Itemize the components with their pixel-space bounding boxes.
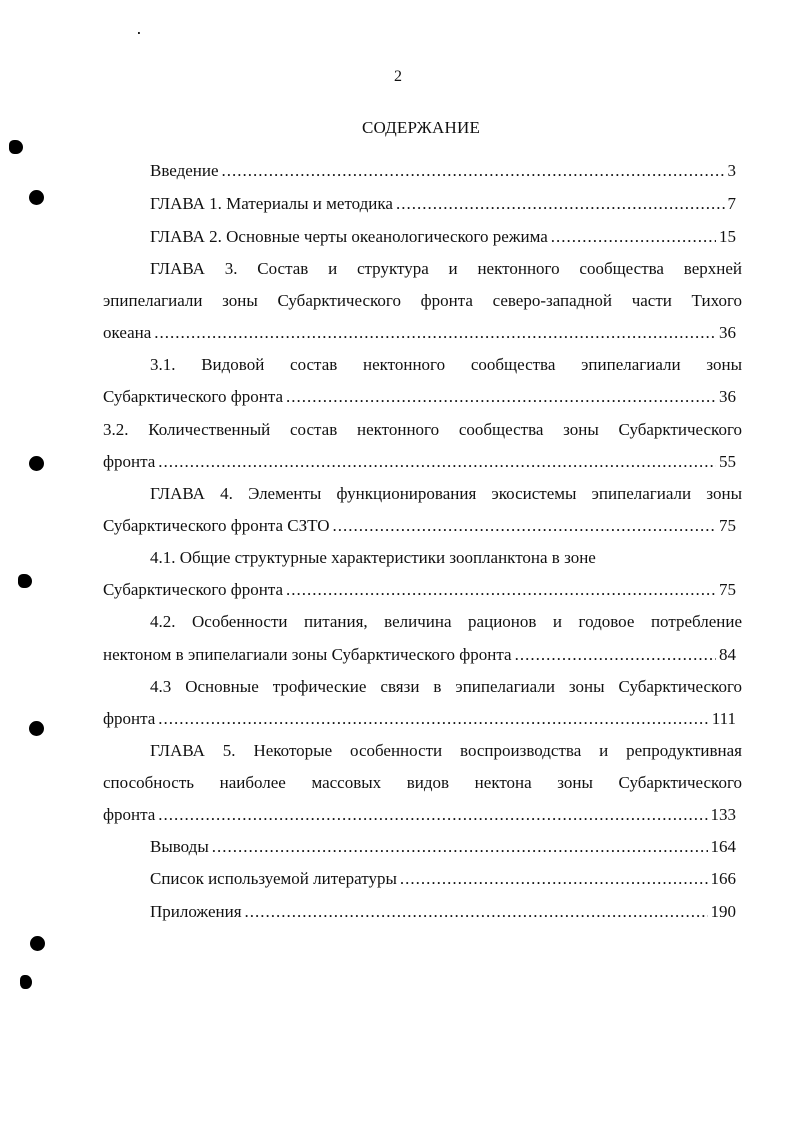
toc-entry-text: Субарктического фронта xyxy=(103,580,284,599)
toc-entry-chapter-3-line-2: эпипелагиали зоны Субарктического фронта северо-западной части Тихого xyxy=(103,291,742,310)
toc-entry-text: Субарктического фронта xyxy=(103,387,284,406)
scan-speck xyxy=(18,574,32,588)
toc-entry-text: фронта xyxy=(103,709,156,728)
toc-page-number: 7 xyxy=(727,194,736,213)
toc-entry-conclusions xyxy=(150,837,736,857)
scan-speck xyxy=(9,140,23,154)
toc-entry-text: океана xyxy=(103,323,152,342)
toc-entry-text: Список используемой литературы xyxy=(150,869,397,888)
toc-entry-references xyxy=(150,869,736,889)
toc-entry-4-3-line-1: 4.3 Основные трофические связи в эпипелагиали зоны Субарктического xyxy=(150,677,742,696)
binder-hole xyxy=(29,456,44,471)
toc-entry-4-1-last xyxy=(103,580,736,600)
toc-page-number: 190 xyxy=(710,902,736,921)
dot-leader xyxy=(158,805,707,825)
dot-leader xyxy=(515,645,716,665)
toc-entry-3-2-line-1: 3.2. Количественный состав нектонного сообщества зоны Субарктического xyxy=(103,420,742,439)
toc-entry-chapter-5-line-2: способность наиболее массовых видов нектона зоны Субарктического xyxy=(103,773,742,792)
toc-entry-appendices xyxy=(150,902,736,922)
toc-entry-text: Приложения xyxy=(150,902,242,921)
dot-leader xyxy=(286,387,716,407)
dot-leader xyxy=(222,161,725,181)
dot-leader xyxy=(333,516,716,536)
toc-page-number: 36 xyxy=(719,323,736,342)
dot-leader xyxy=(396,194,725,214)
toc-entry-text: фронта xyxy=(103,805,156,824)
toc-entry-text: ГЛАВА 2. Основные черты океанологического режима xyxy=(150,227,548,246)
toc-entry-4-2-line-1: 4.2. Особенности питания, величина рационов и годовое потребление xyxy=(150,612,742,631)
toc-entry-text: фронта xyxy=(103,452,156,471)
toc-entry-3-1-line-1: 3.1. Видовой состав нектонного сообщества эпипелагиали зоны xyxy=(150,355,742,374)
dot-leader xyxy=(158,452,716,472)
toc-entry-chapter-4-last xyxy=(103,516,736,536)
toc-entry-text: нектоном в эпипелагиали зоны Субарктического фронта xyxy=(103,645,512,664)
dot-leader xyxy=(245,902,708,922)
toc-page-number: 55 xyxy=(719,452,736,471)
toc-entry-chapter-2 xyxy=(150,227,736,247)
toc-entry-chapter-3-line-1: ГЛАВА 3. Состав и структура и нектонного сообщества верхней xyxy=(150,259,742,278)
toc-page-number: 75 xyxy=(719,516,736,535)
toc-entry-text: Субарктического фронта СЗТО xyxy=(103,516,330,535)
binder-hole xyxy=(30,936,45,951)
binder-hole xyxy=(29,190,44,205)
toc-entry-text: ГЛАВА 1. Материалы и методика xyxy=(150,194,393,213)
toc-entry-text: Выводы xyxy=(150,837,209,856)
toc-entry-chapter-4-line-1: ГЛАВА 4. Элементы функционирования экосистемы эпипелагиали зоны xyxy=(150,484,742,503)
toc-page-number: 36 xyxy=(719,387,736,406)
toc-page-number: 15 xyxy=(719,227,736,246)
dot-leader xyxy=(400,869,708,889)
toc-page-number: 133 xyxy=(710,805,736,824)
toc-entry-text: Введение xyxy=(150,161,219,180)
scan-dot xyxy=(138,32,140,34)
toc-entry-3-1-last xyxy=(103,387,736,407)
toc-entry-chapter-5-line-1: ГЛАВА 5. Некоторые особенности воспроизводства и репродуктивная xyxy=(150,741,742,760)
toc-entry-4-1-line-1: 4.1. Общие структурные характеристики зоопланктона в зоне xyxy=(150,548,596,567)
toc-page-number: 166 xyxy=(710,869,736,888)
dot-leader xyxy=(158,709,708,729)
binder-hole xyxy=(29,721,44,736)
toc-entry-chapter-5-last xyxy=(103,805,736,825)
page-title: СОДЕРЖАНИЕ xyxy=(361,118,481,137)
dot-leader xyxy=(286,580,716,600)
toc-entry-intro xyxy=(150,161,736,181)
page-number: 2 xyxy=(394,68,402,85)
toc-entry-4-2-last xyxy=(103,645,736,665)
toc-page-number: 111 xyxy=(711,709,736,728)
dot-leader xyxy=(212,837,708,857)
toc-entry-3-2-last xyxy=(103,452,736,472)
toc-page-number: 84 xyxy=(719,645,736,664)
toc-entry-chapter-1 xyxy=(150,194,736,214)
toc-page-number: 164 xyxy=(710,837,736,856)
dot-leader xyxy=(154,323,716,343)
toc-entry-4-3-last xyxy=(103,709,736,729)
toc-page-number: 75 xyxy=(719,580,736,599)
dot-leader xyxy=(551,227,716,247)
toc-entry-chapter-3-last xyxy=(103,323,736,343)
scan-speck xyxy=(20,975,32,989)
toc-page-number: 3 xyxy=(727,161,736,180)
